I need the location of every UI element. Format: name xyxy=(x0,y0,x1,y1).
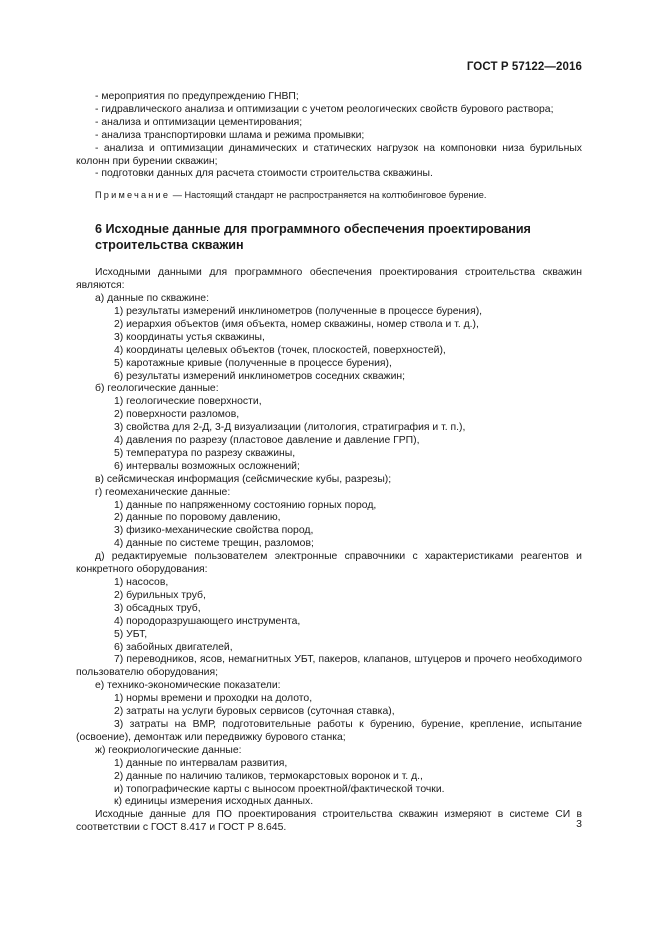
group-title: г) геомеханические данные: xyxy=(95,486,231,498)
page-number: 3 xyxy=(576,818,582,830)
list-item: 2) бурильных труб, xyxy=(114,589,206,601)
closing-paragraph: Исходные данные для ПО проектирования строительства скважин измеряют в системе СИ в соответствии с ГОСТ 8.417 и ГОСТ Р 8.645. xyxy=(76,809,582,834)
bullet-item: - анализа и оптимизации динамических и статических нагрузок на компоновки низа бурильных колонн при бурении скважин; xyxy=(76,142,582,167)
group-title: д) редактируемые пользователем электронные справочники с характеристиками реагентов и конкретного оборудования: xyxy=(76,551,582,576)
list-item: 2) поверхности разломов, xyxy=(114,409,240,421)
note xyxy=(76,189,582,202)
list-item: к) единицы измерения исходных данных. xyxy=(114,796,314,808)
group-title: а) данные по скважине: xyxy=(95,293,209,305)
list-item: и) топографические карты с выносом проектной/фактической точки. xyxy=(114,783,445,795)
list-item: 4) данные по системе трещин, разломов; xyxy=(114,538,314,550)
list-item: 1) геологические поверхности, xyxy=(114,396,262,408)
list-item: 2) иерархия объектов (имя объекта, номер скважины, номер ствола и т. д.), xyxy=(114,318,479,330)
page-body xyxy=(76,91,582,835)
list-item: 2) затраты на услуги буровых сервисов (суточная ставка), xyxy=(114,706,395,718)
list-item: 5) температура по разрезу скважины, xyxy=(114,447,296,459)
list-item: 1) данные по интервалам развития, xyxy=(114,757,288,769)
list-item: 4) породоразрушающего инструмента, xyxy=(114,615,301,627)
bullet-item: - мероприятия по предупреждению ГНВП; xyxy=(95,91,299,102)
group-title: б) геологические данные: xyxy=(95,383,219,395)
list-item: 3) обсадных труб, xyxy=(114,602,201,614)
list-item: 1) насосов, xyxy=(114,577,169,588)
list-item: 7) переводников, ясов, немагнитных УБТ, пакеров, клапанов, штуцеров и прочего необходимого пользователю оборудования; xyxy=(76,654,582,679)
list-item: 3) свойства для 2-Д, 3-Д визуализации (литология, стратиграфия и т. п.), xyxy=(114,422,466,434)
section-heading: 6 Исходные данные для программного обеспечения проектирования строительства скважин xyxy=(95,222,531,253)
note-label: Примечание xyxy=(95,190,171,201)
list-item: 6) результаты измерений инклинометров соседних скважин; xyxy=(114,370,406,382)
list-item: 6) забойных двигателей, xyxy=(114,641,233,653)
note-text: — Настоящий стандарт не распространяется на колтюбинговое бурение. xyxy=(170,190,487,201)
list-item: 5) каротажные кривые (полученные в процессе бурения), xyxy=(114,357,392,369)
document-id-header: ГОСТ Р 57122—2016 xyxy=(466,61,582,73)
list-item: 4) давления по разрезу (пластовое давление и давление ГРП), xyxy=(114,435,420,447)
list-item: 6) интервалы возможных осложнений; xyxy=(114,460,300,472)
list-item: 3) координаты устья скважины, xyxy=(114,331,265,343)
list-item: 5) УБТ, xyxy=(114,628,148,640)
list-item: 2) данные по наличию таликов, термокарстовых воронок и т. д., xyxy=(114,770,423,782)
list-item: 1) результаты измерений инклинометров (полученные в процессе бурения), xyxy=(114,305,483,317)
bullet-item: - анализа и оптимизации цементирования; xyxy=(95,116,303,128)
bullet-item: - анализа транспортировки шлама и режима промывки; xyxy=(95,129,365,141)
group-title: ж) геокриологические данные: xyxy=(95,744,242,756)
list-item: 1) данные по напряженному состоянию горных пород, xyxy=(114,499,377,511)
list-item: 1) нормы времени и проходки на долото, xyxy=(114,693,313,705)
section-intro: Исходными данными для программного обеспечения проектирования строительства скважин являются: xyxy=(76,267,582,292)
group-title: е) технико-экономические показатели: xyxy=(95,680,281,692)
bullet-item: - гидравлического анализа и оптимизации с учетом реологических свойств бурового раствора; xyxy=(95,103,554,115)
list-item: 3) физико-механические свойства пород, xyxy=(114,525,314,537)
group-title: в) сейсмическая информация (сейсмические кубы, разрезы); xyxy=(95,473,392,485)
list-item: 3) затраты на ВМР, подготовительные работы к бурению, бурение, крепление, испытание (освоение), демонтаж или передвижку бурового станка; xyxy=(76,718,582,743)
list-item: 2) данные по поровому давлению, xyxy=(114,512,281,524)
list-item: 4) координаты целевых объектов (точек, плоскостей, поверхностей), xyxy=(114,344,446,356)
bullet-item: - подготовки данных для расчета стоимости строительства скважины. xyxy=(95,168,433,180)
